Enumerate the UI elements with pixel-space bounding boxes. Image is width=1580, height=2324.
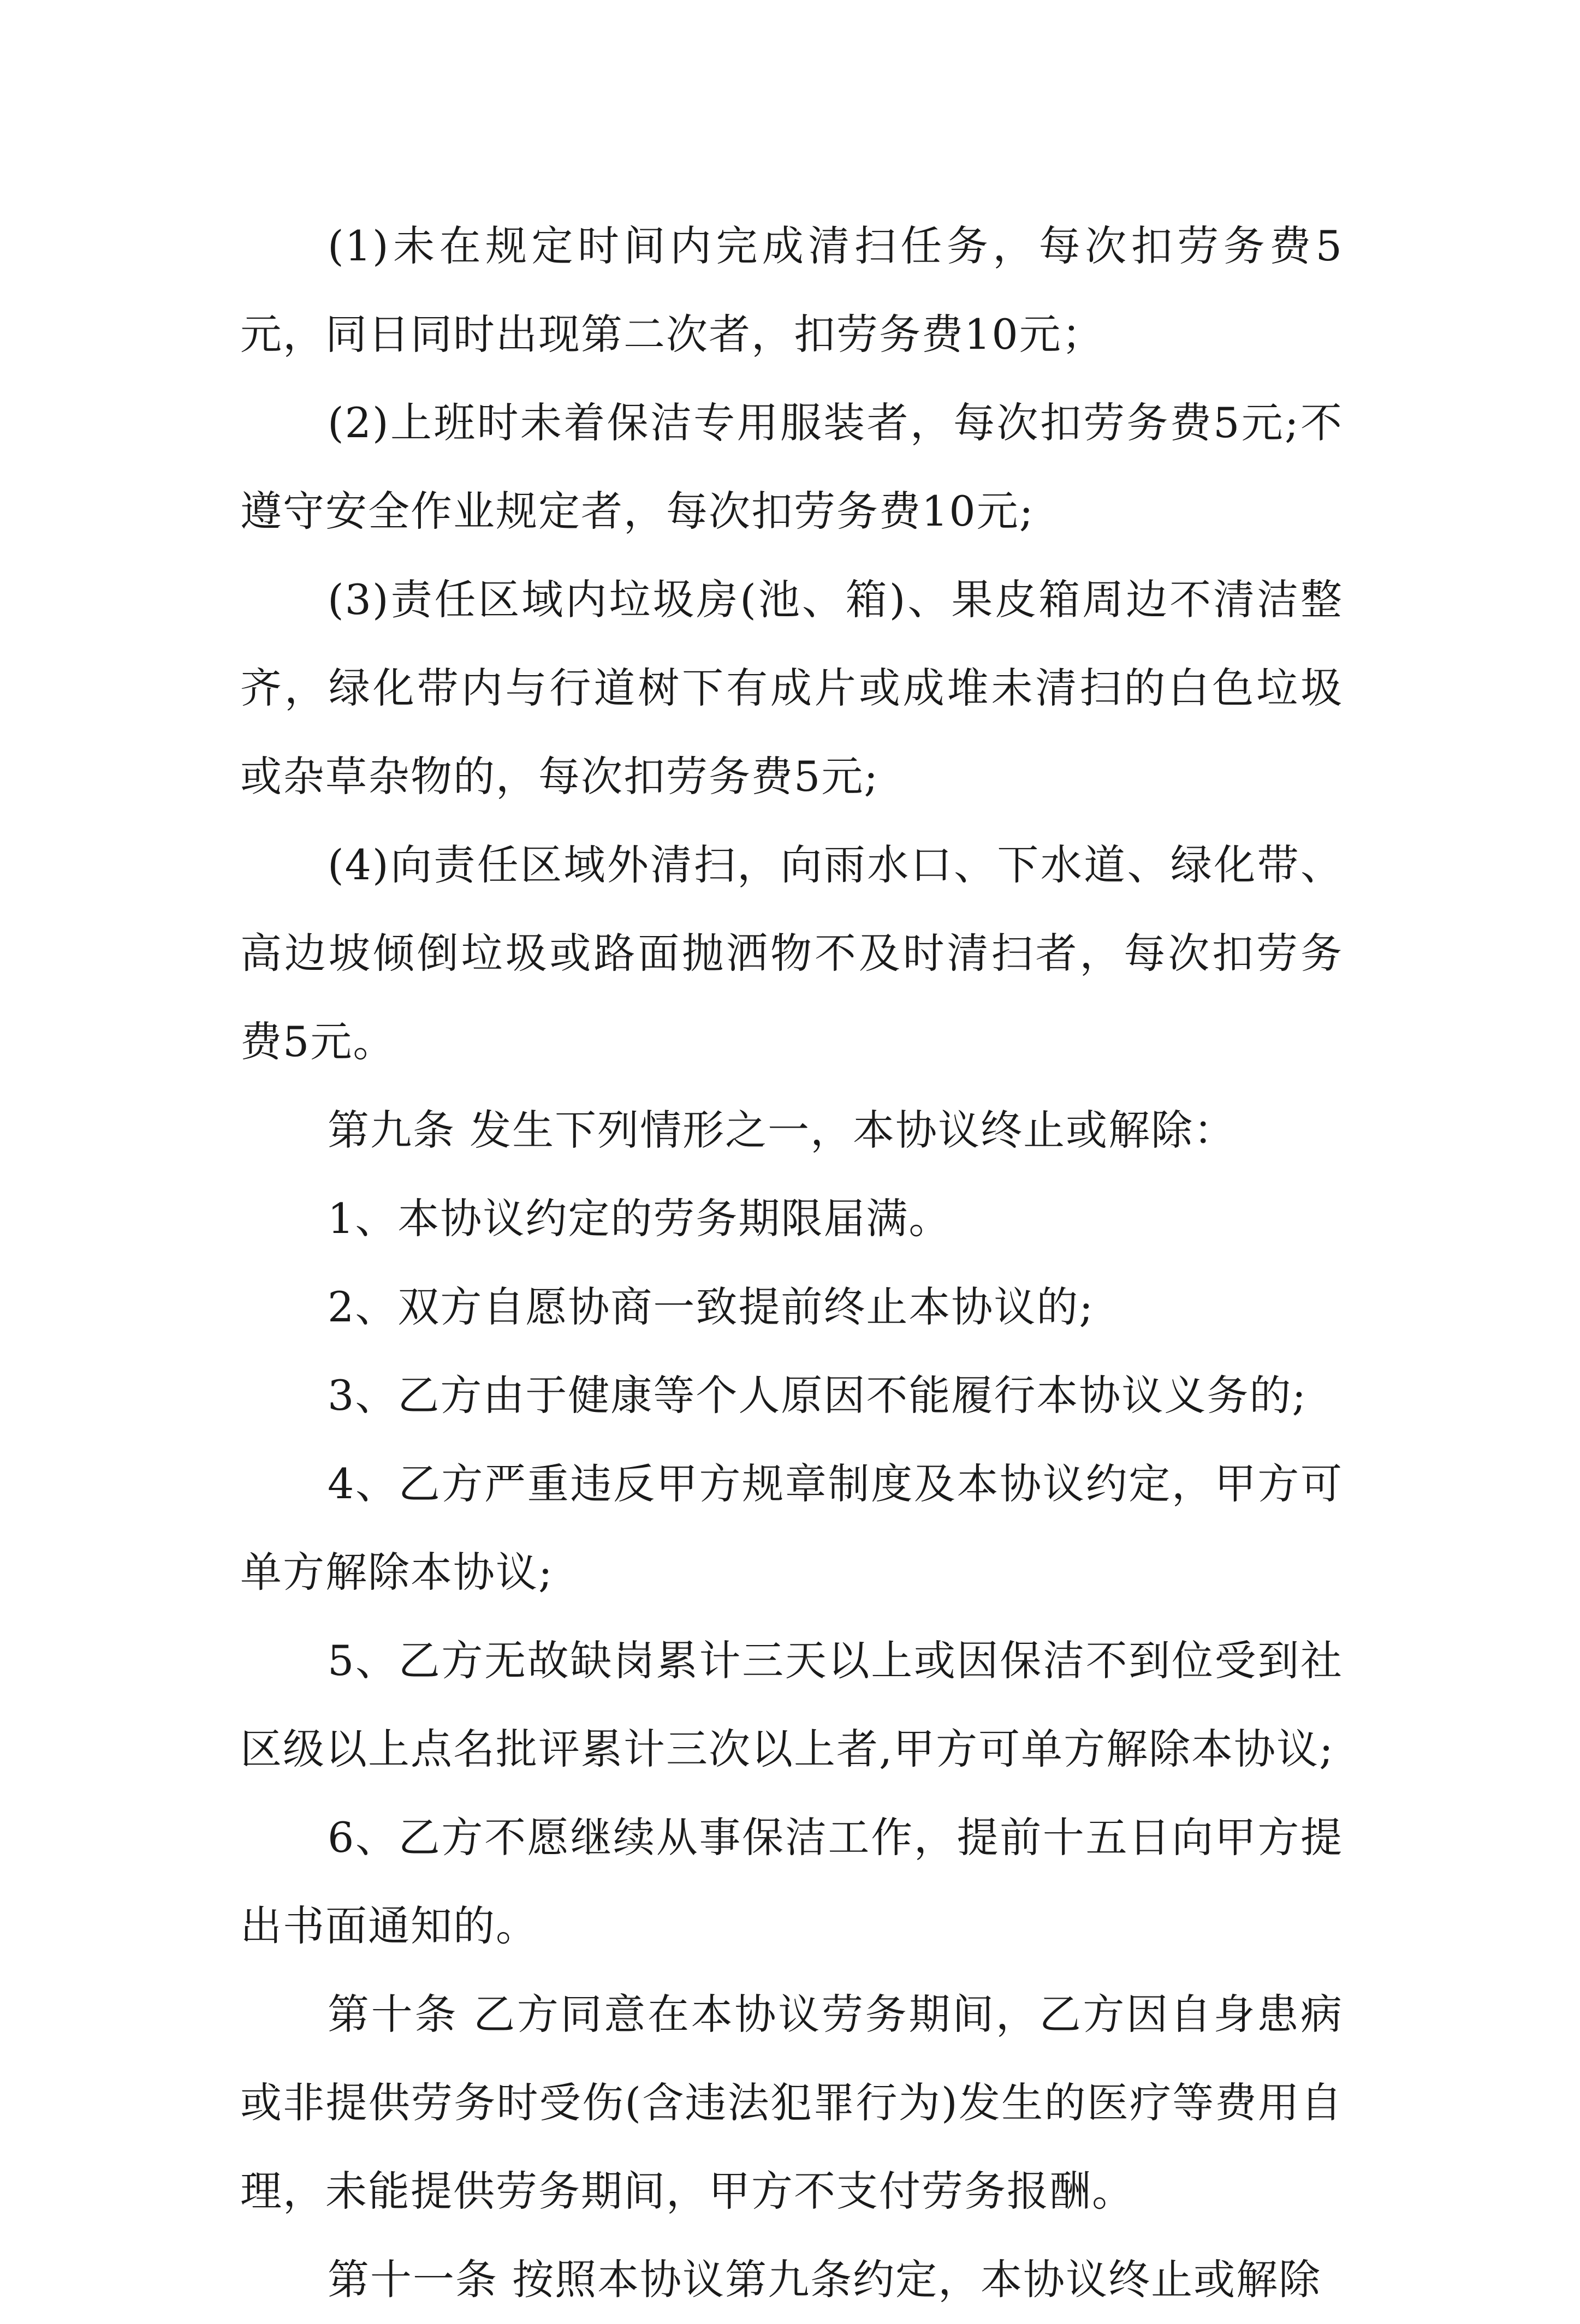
article-9-item-6: 6、乙方不愿继续从事保洁工作，提前十五日向甲方提出书面通知的。 — [240, 1813, 1343, 1950]
clause-item-2: (2)上班时未着保洁专用服装者，每次扣劳务费5元;不遵守安全作业规定者，每次扣劳务费10元; — [240, 398, 1343, 535]
article-11: 第十一条 按照本协议第九条约定，本协议终止或解除 — [328, 2255, 1322, 2304]
document-body — [240, 202, 1343, 2324]
article-10: 第十条 乙方同意在本协议劳务期间，乙方因自身患病或非提供劳务时受伤(含违法犯罪行为)发生的医疗等费用自理，未能提供劳务期间，甲方不支付劳务报酬。 — [240, 1990, 1343, 2215]
article-9-item-4: 4、乙方严重违反甲方规章制度及本协议约定，甲方可单方解除本协议; — [240, 1459, 1343, 1596]
article-9-item-1: 1、本协议约定的劳务期限届满。 — [328, 1194, 952, 1243]
article-9-item-3: 3、乙方由于健康等个人原因不能履行本协议义务的; — [328, 1371, 1307, 1420]
clause-item-3: (3)责任区域内垃圾房(池、箱)、果皮箱周边不清洁整齐，绿化带内与行道树下有成片或成堆未清扫的白色垃圾或杂草杂物的，每次扣劳务费5元; — [240, 575, 1343, 801]
article-9-item-5: 5、乙方无故缺岗累计三天以上或因保洁不到位受到社区级以上点名批评累计三次以上者,甲方可单方解除本协议; — [240, 1636, 1343, 1773]
clause-item-4: (4)向责任区域外清扫，向雨水口、下水道、绿化带、高边坡倾倒垃圾或路面抛洒物不及时清扫者，每次扣劳务费5元。 — [240, 841, 1343, 1066]
clause-item-1: (1)未在规定时间内完成清扫任务，每次扣劳务费5元，同日同时出现第二次者，扣劳务费10元； — [240, 222, 1343, 359]
article-9-heading: 第九条 发生下列情形之一，本协议终止或解除： — [328, 1106, 1237, 1154]
article-9-item-2: 2、双方自愿协商一致提前终止本协议的; — [328, 1283, 1094, 1331]
